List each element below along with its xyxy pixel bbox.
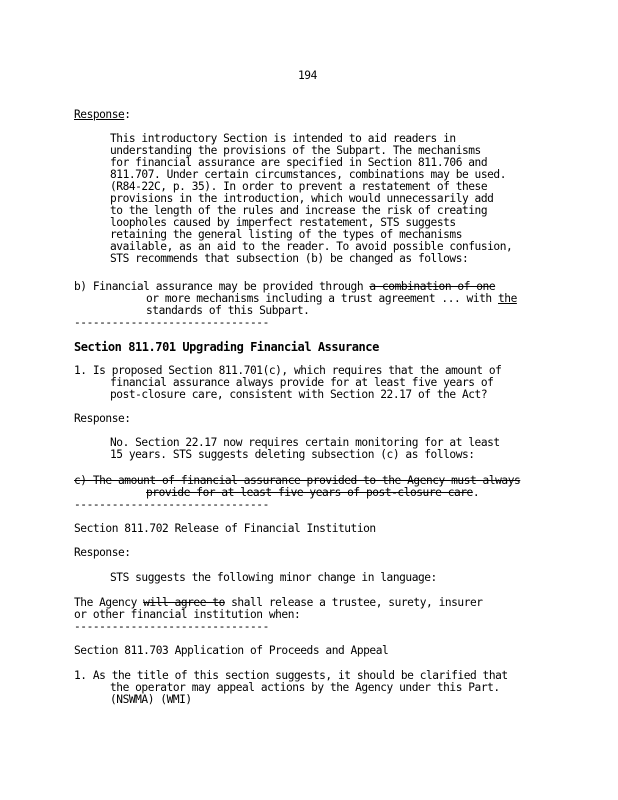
section-703-item-line: the operator may appeal actions by the Agency under this Part. <box>110 681 500 694</box>
agency-release-text: The Agency <box>74 596 144 609</box>
intro-response-line: loopholes caused by imperfect restatement, STS suggests <box>110 216 456 229</box>
intro-response-line: understanding the provisions of the Subpart. The mechanisms <box>110 144 481 157</box>
intro-response-line: 811.707. Under certain circumstances, combinations may be used. <box>110 168 506 181</box>
section-701-question-line: 1. Is proposed Section 811.701(c), which requires that the amount of <box>74 364 502 377</box>
proposed-subsection-b-line: standards of this Subpart. <box>146 304 310 317</box>
deleted-subsection-c-line: provide for at least five years of post-closure care. <box>146 486 480 499</box>
intro-response-line: STS recommends that subsection (b) be changed as follows: <box>110 252 469 265</box>
section-702-response-label: Response: <box>74 546 131 559</box>
section-703-heading: Section 811.703 Application of Proceeds and Appeal <box>74 644 389 657</box>
section-703-item-line: (NSWMA) (WMI) <box>110 693 192 706</box>
proposed-b-text: b) Financial assurance may be provided through <box>74 280 370 293</box>
intro-response-line: This introductory Section is intended to aid readers in <box>110 132 456 145</box>
agency-release-line: or other financial institution when: <box>74 608 301 621</box>
deleted-subsection-c-text: provide for at least five years of post-closure care <box>146 486 473 499</box>
intro-response-line: retaining the general listing of the types of mechanisms <box>110 228 462 241</box>
intro-response-line: provisions in the introduction, which would unnecessarily add <box>110 192 494 205</box>
section-703-item-line: 1. As the title of this section suggests, it should be clarified that <box>74 669 508 682</box>
section-701-question-line: financial assurance always provide for at least five years of <box>110 376 494 389</box>
divider: ------------------------------- <box>74 498 269 511</box>
page-number: 194 <box>298 69 317 82</box>
section-702-response-line: STS suggests the following minor change in language: <box>110 571 437 584</box>
response-label: Response: <box>74 108 131 121</box>
proposed-b-inserted-text: the <box>498 292 517 305</box>
section-701-response-label: Response: <box>74 412 131 425</box>
intro-response-line: available, as an aid to the reader. To avoid possible confusion, <box>110 240 513 253</box>
section-701-heading: Section 811.701 Upgrading Financial Assurance <box>74 340 379 354</box>
divider: ------------------------------- <box>74 620 269 633</box>
response-label-text: Response <box>74 108 125 121</box>
proposed-b-text: or more mechanisms including a trust agreement ... with <box>146 292 498 305</box>
proposed-b-deleted-text: a combination of one <box>369 280 496 293</box>
agency-release-deleted-text: will agree to <box>143 596 225 609</box>
agency-release-text: shall release a trustee, surety, insurer <box>224 596 483 609</box>
section-702-heading: Section 811.702 Release of Financial Institution <box>74 522 376 535</box>
intro-response-line: for financial assurance are specified in Section 811.706 and <box>110 156 488 169</box>
section-701-question-line: post-closure care, consistent with Section 22.17 of the Act? <box>110 388 488 401</box>
deleted-subsection-c-line: c) The amount of financial assurance provided to the Agency must always <box>74 474 521 487</box>
divider: ------------------------------- <box>74 316 269 329</box>
section-701-response-line: 15 years. STS suggests deleting subsection (c) as follows: <box>110 448 475 461</box>
intro-response-line: (R84-22C, p. 35). In order to prevent a restatement of these <box>110 180 488 193</box>
section-701-response-line: No. Section 22.17 now requires certain monitoring for at least <box>110 436 500 449</box>
intro-response-line: to the length of the rules and increase the risk of creating <box>110 204 488 217</box>
